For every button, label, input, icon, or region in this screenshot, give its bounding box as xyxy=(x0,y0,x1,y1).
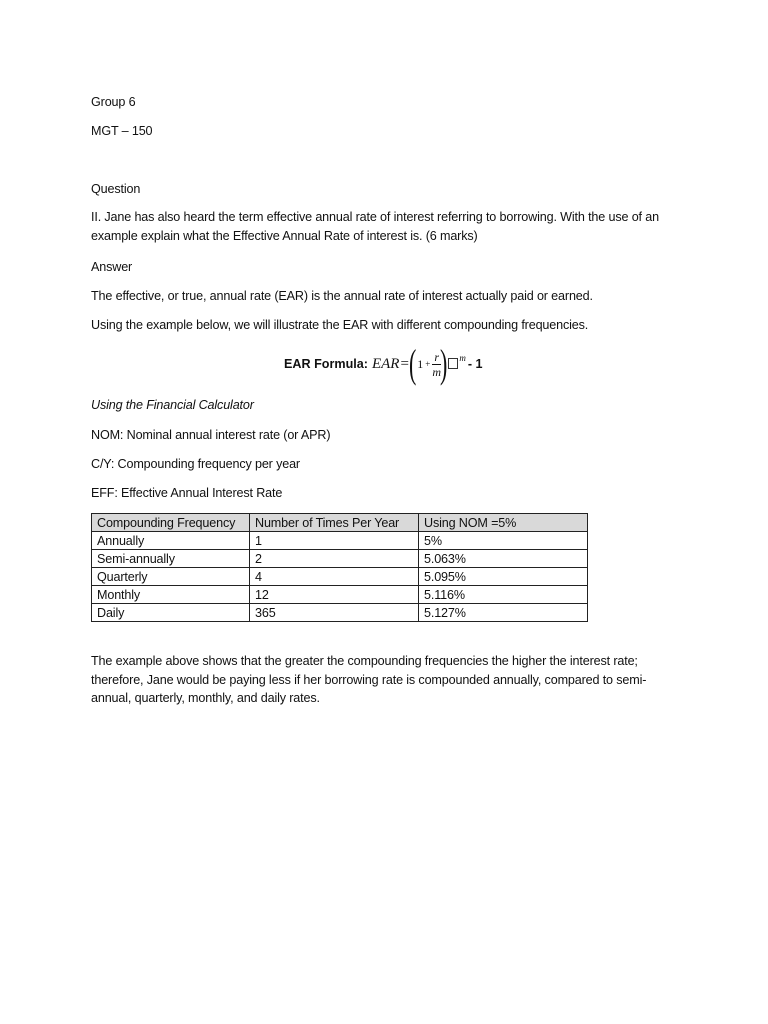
table-cell: 5.063% xyxy=(419,550,588,568)
table-cell: 365 xyxy=(250,604,419,622)
formula-label: EAR Formula: xyxy=(284,357,368,371)
table-header-cell: Number of Times Per Year xyxy=(250,514,419,532)
table-header-cell: Using NOM =5% xyxy=(419,514,588,532)
ear-formula xyxy=(284,340,483,388)
table-cell: 5.095% xyxy=(419,568,588,586)
formula-plus: + xyxy=(425,359,431,369)
table-row xyxy=(92,568,588,586)
formula-right-paren: ) xyxy=(440,341,448,386)
table-cell: 5.127% xyxy=(419,604,588,622)
table-header-row xyxy=(92,514,588,532)
formula-one: 1 xyxy=(417,356,424,371)
table-cell: Semi-annually xyxy=(92,550,250,568)
example-intro: Using the example below, we will illustrate the EAR with different compounding frequencies. xyxy=(91,318,589,332)
table-row xyxy=(92,586,588,604)
question-text: II. Jane has also heard the term effective annual rate of interest referring to borrowing. With the use of an example explain what the Effective Annual Rate of interest is. (6 marks) xyxy=(91,210,659,243)
table-cell: 4 xyxy=(250,568,419,586)
formula-lhs: EAR xyxy=(371,355,400,372)
group-label: Group 6 xyxy=(91,95,136,109)
table-cell: Annually xyxy=(92,532,250,550)
table-cell: 2 xyxy=(250,550,419,568)
course-code: MGT – 150 xyxy=(91,124,153,138)
calculator-heading: Using the Financial Calculator xyxy=(91,398,254,412)
nom-definition: NOM: Nominal annual interest rate (or APR) xyxy=(91,428,331,442)
formula-exponent: m xyxy=(459,353,466,363)
table-cell: 1 xyxy=(250,532,419,550)
ear-definition: The effective, or true, annual rate (EAR) is the annual rate of interest actually paid or earned. xyxy=(91,289,593,303)
table-cell: 5.116% xyxy=(419,586,588,604)
table-cell: Monthly xyxy=(92,586,250,604)
table-row xyxy=(92,604,588,622)
table-cell: Quarterly xyxy=(92,568,250,586)
table-header-cell: Compounding Frequency xyxy=(92,514,250,532)
formula-denominator: m xyxy=(432,364,442,379)
placeholder-box-icon xyxy=(448,358,458,369)
table-cell: 5% xyxy=(419,532,588,550)
formula-equals: = xyxy=(400,355,409,372)
formula-numerator: r xyxy=(434,349,440,364)
compounding-table xyxy=(91,513,588,622)
table-row xyxy=(92,532,588,550)
question-heading: Question xyxy=(91,182,141,196)
formula-tail: - 1 xyxy=(467,357,483,371)
conclusion-text: The example above shows that the greater the compounding frequencies the higher the interest rate; therefore, Jane would be paying less if her borrowing rate is compounded annually, compared to semi-annual, quarterly, monthly, and daily rates. xyxy=(91,654,647,705)
cy-definition: C/Y: Compounding frequency per year xyxy=(91,457,300,471)
formula-left-paren: ( xyxy=(408,341,417,386)
table-cell: 12 xyxy=(250,586,419,604)
table-row xyxy=(92,550,588,568)
eff-definition: EFF: Effective Annual Interest Rate xyxy=(91,486,283,500)
table-cell: Daily xyxy=(92,604,250,622)
answer-heading: Answer xyxy=(91,260,133,274)
